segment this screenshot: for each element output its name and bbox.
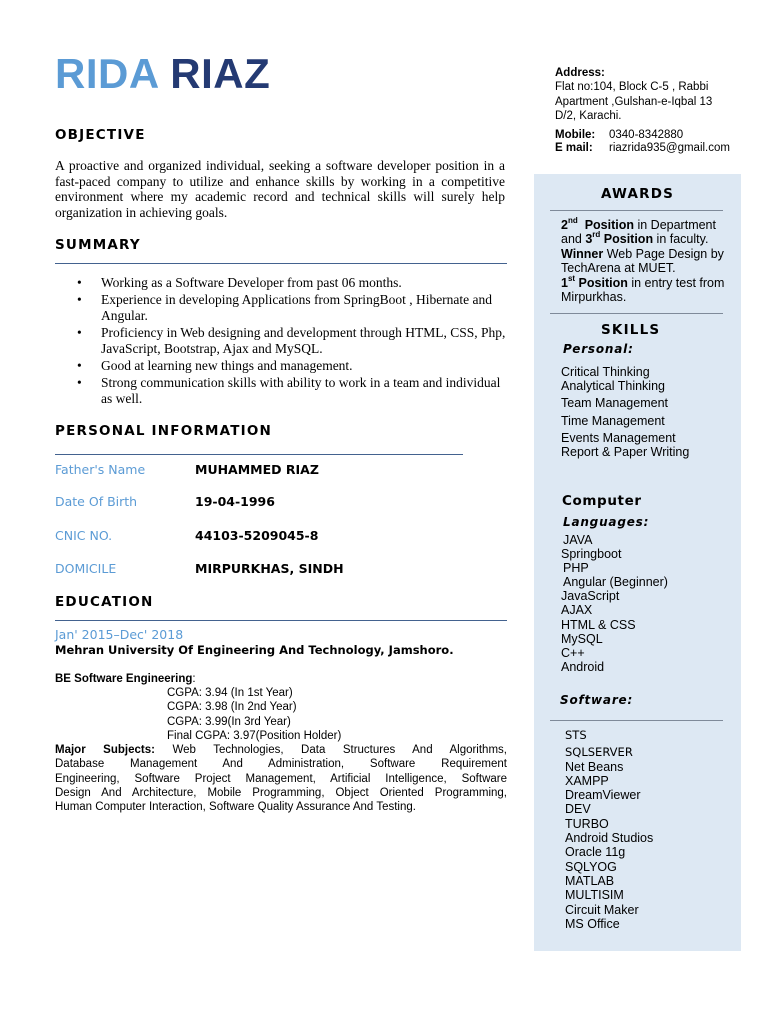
major-subjects-line: Human Computer Interaction, Software Quality Assurance And Testing. [55,801,416,814]
first-name: RIDA [55,50,159,97]
major-subjects-label: Major Subjects: [55,744,155,756]
degree-name: BE Software Engineering [55,673,193,685]
awards-heading: AWARDS [601,186,675,202]
language-item: C++ [561,645,585,660]
father-name-value: MUHAMMED RIAZ [195,462,319,477]
education-heading: EDUCATION [55,594,154,610]
objective-heading: OBJECTIVE [55,127,146,143]
dob-label: Date Of Birth [55,494,138,509]
award-item: and 3rd Position in faculty. [561,230,709,247]
major-subjects-line: Engineering, Software Project Management, Artificial Intelligence, Software [55,772,507,785]
personal-info-rule [55,454,463,455]
language-item: PHP [563,561,589,576]
computer-skills-heading: Computer [562,493,642,509]
summary-item: • Experience in developing Applications from SpringBoot , Hibernate and Angular. [55,292,507,324]
summary-item: • Working as a Software Developer from past 06 months. [55,275,507,291]
domicile-label: DOMICILE [55,561,117,576]
major-subjects-line: Design And Architecture, Mobile Programming, Object Oriented Programming, [55,786,507,799]
cnic-label: CNIC NO. [55,528,113,543]
languages-list [561,533,668,674]
mobile-label: Mobile: [555,129,596,141]
software-item: MS Office [565,916,620,931]
education-dates: Jan' 2015–Dec' 2018 [55,627,184,642]
software-item: DEV [565,802,591,817]
software-item: XAMPP [565,773,609,788]
language-item: MySQL [561,631,603,646]
awards-rule [550,210,723,211]
award-item: 2nd Position in Department [561,216,716,232]
language-item: JAVA [563,533,593,547]
major-subjects-line: Web Technologies, Data Structures And Algorithms, [172,744,507,756]
email-address: riazrida935@gmail.com [609,142,730,154]
language-item: Springboot [561,547,622,562]
address-line: D/2, Karachi. [555,109,622,122]
language-item: Android [561,659,605,674]
cgpa-item: CGPA: 3.94 (In 1st Year) [167,687,293,699]
summary-item: • Proficiency in Web designing and development through HTML, CSS, Php, JavaScript, Bootstrap, Ajax and MySQL. [55,325,507,357]
major-subjects-line: Database Management And Administration, Software Requirement [55,758,507,771]
summary-item: • Strong communication skills with ability to work in a team and individual as well. [55,375,507,407]
cgpa-item: CGPA: 3.98 (In 2nd Year) [167,701,297,714]
summary-item: • Good at learning new things and management. [55,358,507,374]
university-name: Mehran University Of Engineering And Technology, Jamshoro. [55,643,454,657]
domicile-value: MIRPURKHAS, SINDH [195,561,344,576]
major-subjects [55,743,507,814]
degree-colon: : [192,673,196,685]
skills-heading: SKILLS [601,322,661,338]
address-line: Apartment ,Gulshan-e-Iqbal 13 [555,95,713,108]
software-item: Android Studios [565,831,654,846]
father-name-label: Father's Name [55,462,146,477]
award-item: 1st Position in entry test from [561,273,725,290]
personal-info-heading: PERSONAL INFORMATION [55,423,273,439]
summary-rule [55,263,507,264]
mobile-number: 0340-8342880 [609,129,684,141]
skill-item: Time Management [561,413,665,428]
software-item: SQLSERVER [565,745,633,760]
last-name: RIAZ [170,50,271,97]
candidate-name [55,50,270,98]
language-item: HTML & CSS [561,617,636,632]
software-item: Net Beans [565,759,624,774]
personal-skills-list [561,365,689,459]
objective-text: A proactive and organized individual, seeking a software developer position in a fast-paced company to utilize and enhance skills by working in a competitive environment where my academic record and technical skills will surely help organization in achieving goals. [55,158,505,220]
software-item: MULTISIM [565,888,624,903]
award-item: Winner Web Page Design by [561,246,724,261]
software-list [565,728,653,931]
contact-block [555,66,755,123]
software-item: TURBO [565,816,609,831]
address-label: Address: [555,67,605,79]
education-rule [55,620,507,621]
address-line: Flat no:104, Block C-5 , Rabbi [555,81,709,94]
language-item: JavaScript [561,589,620,604]
summary-heading: SUMMARY [55,237,141,253]
software-rule [550,720,723,721]
software-item: Oracle 11g [565,845,626,860]
skill-item: Critical Thinking [561,365,650,379]
software-label: Software: [560,693,634,707]
cgpa-item: CGPA: 3.99(In 3rd Year) [167,715,291,728]
software-item: STS [565,728,587,742]
degree-line [55,672,196,686]
email-label: E mail: [555,142,593,154]
skill-item: Events Management [561,430,676,445]
cgpa-list [167,686,341,743]
languages-label: Languages: [563,515,650,529]
summary-list [55,275,507,408]
skill-item: Analytical Thinking [561,379,665,394]
language-item: AJAX [561,603,593,618]
skill-item: Report & Paper Writing [561,445,690,460]
cnic-value: 44103-5209045-8 [195,528,319,543]
award-item: TechArena at MUET. [561,261,676,276]
dob-value: 19-04-1996 [195,494,275,509]
software-item: Circuit Maker [565,902,639,917]
language-item: Angular (Beginner) [563,575,668,590]
award-item: Mirpurkhas. [561,290,627,305]
skill-item: Team Management [561,396,669,411]
software-item: DreamViewer [565,788,641,803]
cgpa-item: Final CGPA: 3.97(Position Holder) [167,729,342,742]
software-item: SQLYOG [565,859,617,874]
awards-bottom-rule [550,313,723,314]
software-item: MATLAB [565,873,615,888]
personal-skills-label: Personal: [563,342,634,356]
awards-list [561,218,724,304]
